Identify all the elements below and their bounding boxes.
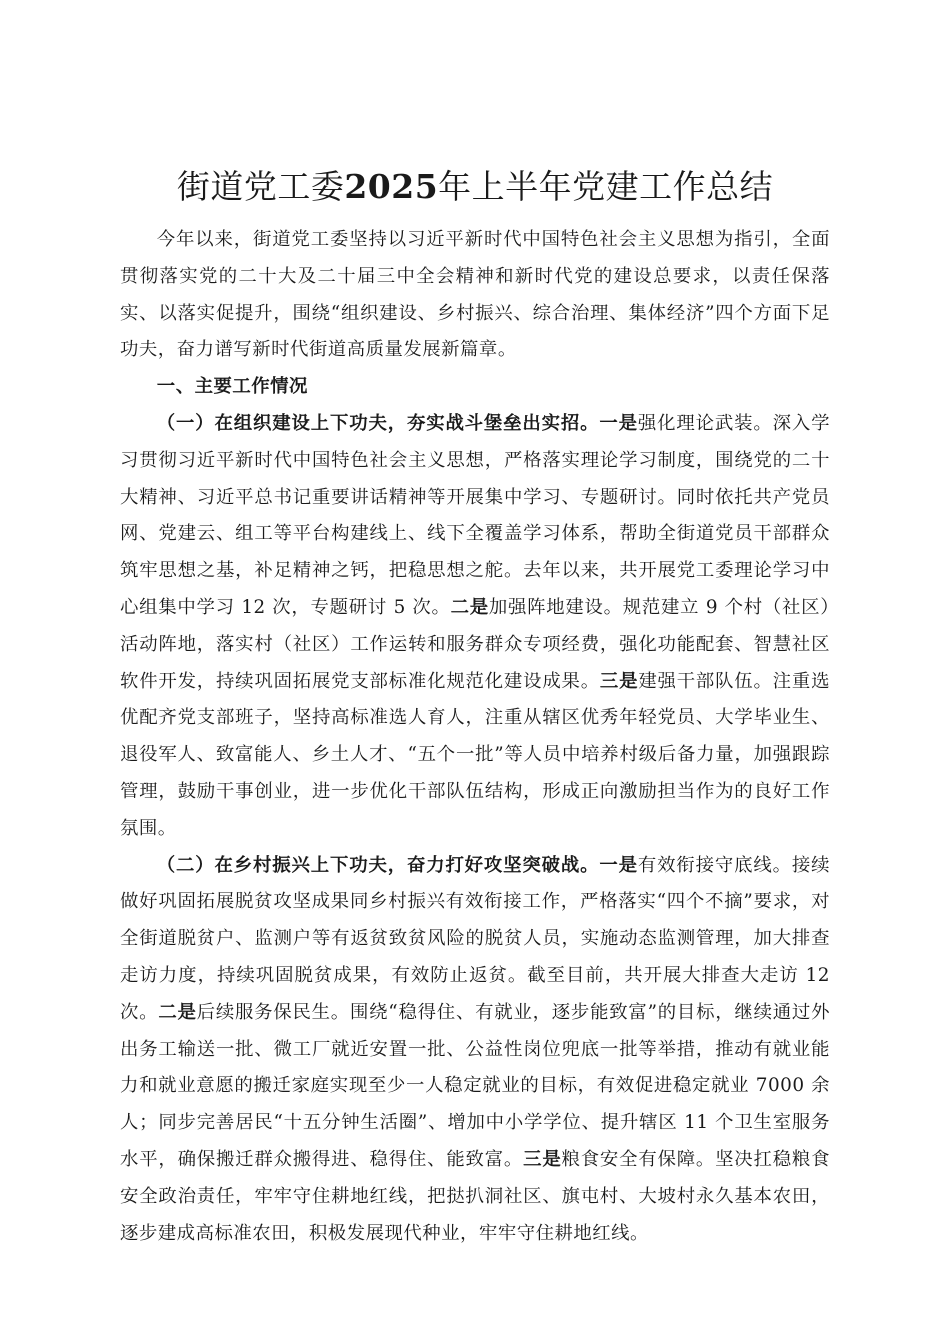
title-prefix: 街道党工委 [176, 167, 345, 206]
organization-building-paragraph [120, 406, 830, 848]
subsection-heading-rural: （二）在乡村振兴上下功夫，奋力打好攻坚突破战。 [156, 854, 600, 876]
point-text-2: 加强阵地建设。规范建立 9 个村（社区）活动阵地，落实村（社区）工作运转和服务群众专项经费，强化功能配套、智慧社区软件开发，持续巩固拓展党支部标准化规范化建设成果。 [120, 596, 830, 692]
point-label-3: 三是 [599, 670, 639, 692]
point-text-1: 强化理论武装。深入学习贯彻习近平新时代中国特色社会主义思想，严格落实理论学习制度，围绕党的二十大精神、习近平总书记重要讲话精神等开展集中学习、专题研讨。同时依托共产党员网、党建云、组工等平台构建线上、线下全覆盖学习体系，帮助全街道党员干部群众筑牢思想之基，补足精神之钙，把稳思想之舵。去年以来，共开展党工委理论学习中心组集中学习 12 次，专题研讨 5 次。 [120, 412, 830, 618]
section-heading-main-work: 一、主要工作情况 [156, 376, 308, 398]
point-label-2: 二是 [450, 596, 489, 618]
point-label-2: 二是 [158, 1001, 197, 1023]
title-year: 2025 [344, 167, 439, 206]
point-label-1: 一是 [599, 412, 638, 434]
point-label-1: 一是 [599, 854, 638, 876]
intro-paragraph: 今年以来，街道党工委坚持以习近平新时代中国特色社会主义思想为指引，全面贯彻落实党的二十大及二十届三中全会精神和新时代党的建设总要求，以责任保落实、以落实促提升，围绕“组织建设、乡村振兴、综合治理、集体经济”四个方面下足功夫，奋力谱写新时代街道高质量发展新篇章。 [120, 229, 830, 361]
rural-revitalization-paragraph [120, 848, 830, 1253]
point-text-3: 建强干部队伍。注重选优配齐党支部班子，坚持高标准选人育人，注重从辖区优秀年轻党员、大学毕业生、退役军人、致富能人、乡土人才、“五个一批”等人员中培养村级后备力量，加强跟踪管理，鼓励干事创业，进一步优化干部队伍结构，形成正向激励担当作为的良好工作氛围。 [120, 670, 830, 839]
point-text-2: 后续服务保民生。围绕“稳得住、有就业，逐步能致富”的目标，继续通过外出务工输送一批、微工厂就近安置一批、公益性岗位兜底一批等举措，推动有就业能力和就业意愿的搬迁家庭实现至少一人稳定就业的目标，有效促进稳定就业 7000 余人；同步完善居民“十五分钟生活圈”、增加中小学学位、提升辖区 11 个卫生室服务水平，确保搬迁群众搬得进、稳得住、能致富。 [120, 1001, 830, 1170]
point-text-3: 粮食安全有保障。坚决扛稳粮食安全政治责任，牢牢守住耕地红线，把挞扒洞社区、旗屯村、大坡村永久基本农田，逐步建成高标准农田，积极发展现代种业，牢牢守住耕地红线。 [120, 1148, 830, 1244]
point-label-3: 三是 [523, 1148, 562, 1170]
subsection-heading-organization: （一）在组织建设上下功夫，夯实战斗堡垒出实招。 [156, 412, 600, 434]
document-title [120, 160, 830, 214]
title-suffix: 年上半年党建工作总结 [438, 167, 774, 206]
point-text-1: 有效衔接守底线。接续做好巩固拓展脱贫攻坚成果同乡村振兴有效衔接工作，严格落实“四个不摘”要求，对全街道脱贫户、监测户等有返贫致贫风险的脱贫人员，实施动态监测管理，加大排查走访力度，持续巩固脱贫成果，有效防止返贫。截至目前，共开展大排查大走访 12 次。 [120, 854, 830, 1023]
document-page [120, 160, 830, 1252]
